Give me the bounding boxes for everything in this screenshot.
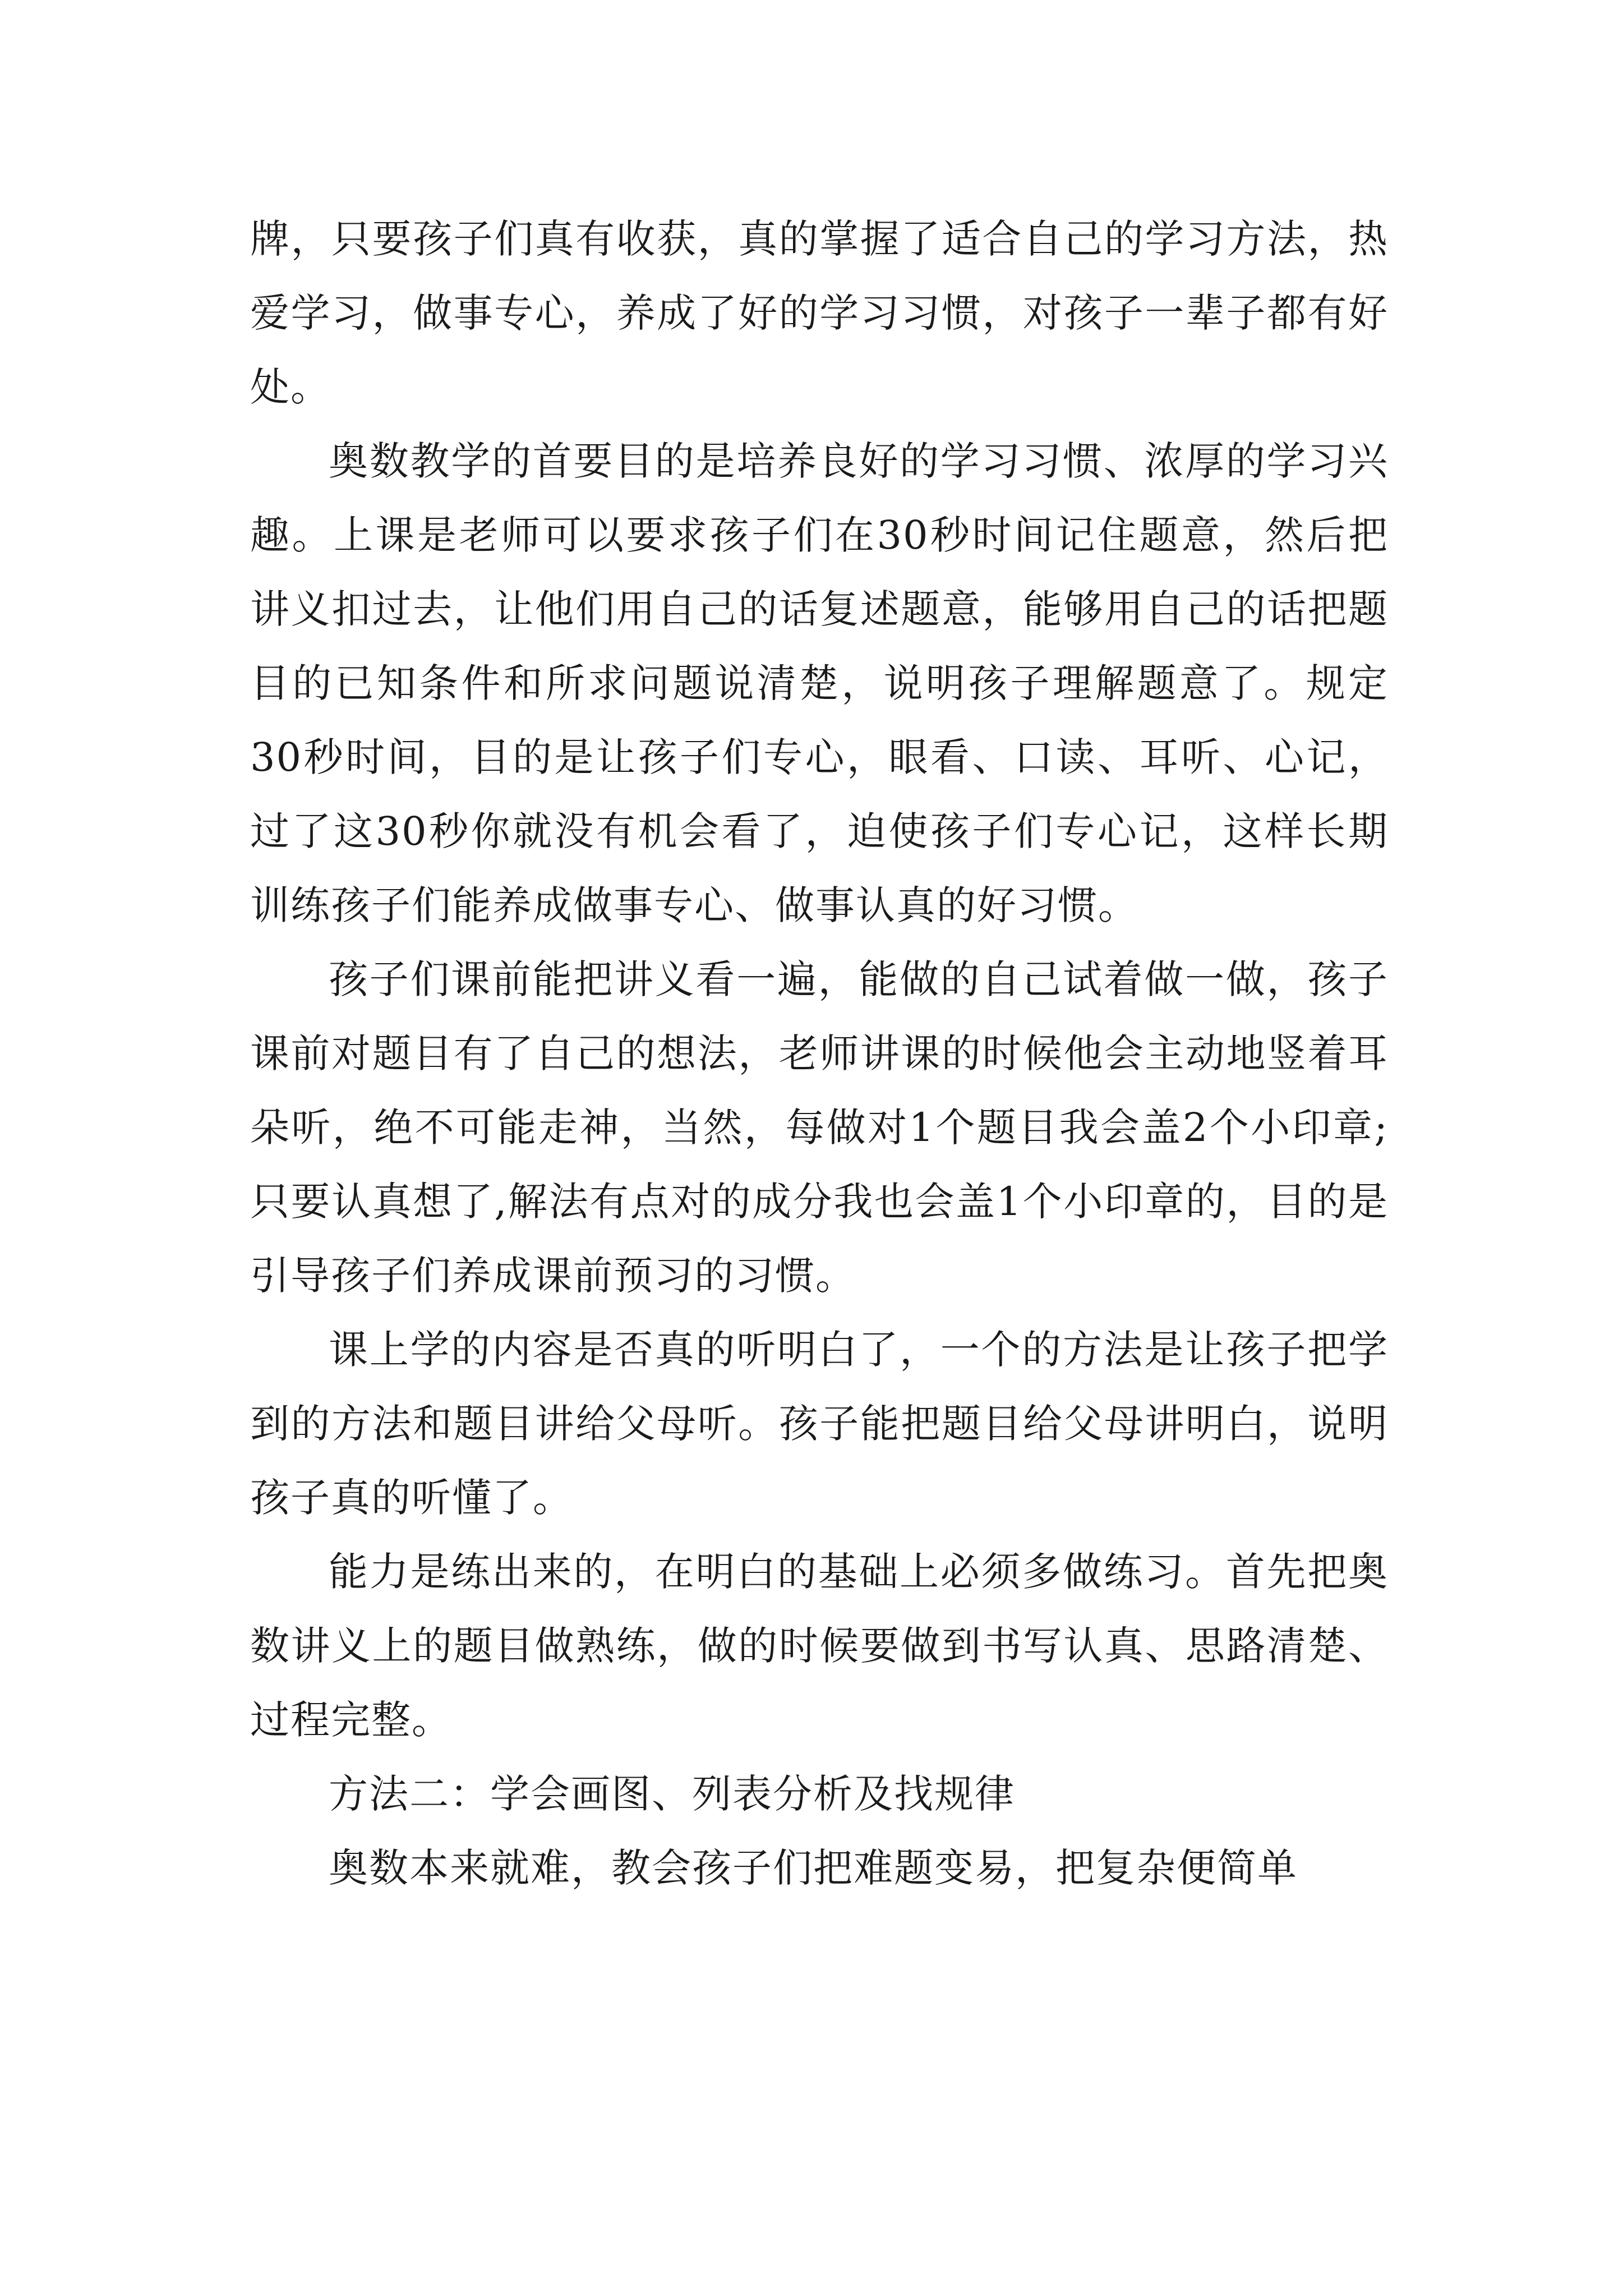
paragraph-explain-to-parents: 课上学的内容是否真的听明白了，一个的方法是让孩子把学到的方法和题目讲给父母听。孩子能把题目给父母讲明白，说明孩子真的听懂了。 (250, 1327, 1389, 1521)
paragraph-practice: 能力是练出来的，在明白的基础上必须多做练习。首先把奥数讲义上的题目做熟练，做的时候要做到书写认真、思路清楚、过程完整。 (250, 1549, 1389, 1743)
body-text (250, 202, 1389, 1905)
paragraph-preview-habit: 孩子们课前能把讲义看一遍，能做的自己试着做一做，孩子课前对题目有了自己的想法，老师讲课的时候他会主动地竖着耳朵听，绝不可能走神，当然，每做对1个题目我会盖2个小印章;只要认真想了,解法有点对的成分我也会盖1个小印章的，目的是引导孩子们养成课前预习的习惯。 (250, 956, 1389, 1299)
paragraph-continuation: 牌，只要孩子们真有收获，真的掌握了适合自己的学习方法，热爱学习，做事专心，养成了好的学习习惯，对孩子一辈子都有好处。 (250, 216, 1389, 410)
section-heading-method-two: 方法二：学会画图、列表分析及找规律 (329, 1771, 1015, 1817)
paragraph-simplify-problems: 奥数本来就难，教会孩子们把难题变易，把复杂便简单 (329, 1845, 1298, 1891)
paragraph-teaching-goal: 奥数教学的首要目的是培养良好的学习习惯、浓厚的学习兴趣。上课是老师可以要求孩子们在30秒时间记住题意，然后把讲义扣过去，让他们用自己的话复述题意，能够用自己的话把题目的已知条件和所求问题说清楚，说明孩子理解题意了。规定30秒时间，目的是让孩子们专心，眼看、口读、耳听、心记，过了这30秒你就没有机会看了，迫使孩子们专心记，这样长期训练孩子们能养成做事专心、做事认真的好习惯。 (250, 438, 1389, 928)
